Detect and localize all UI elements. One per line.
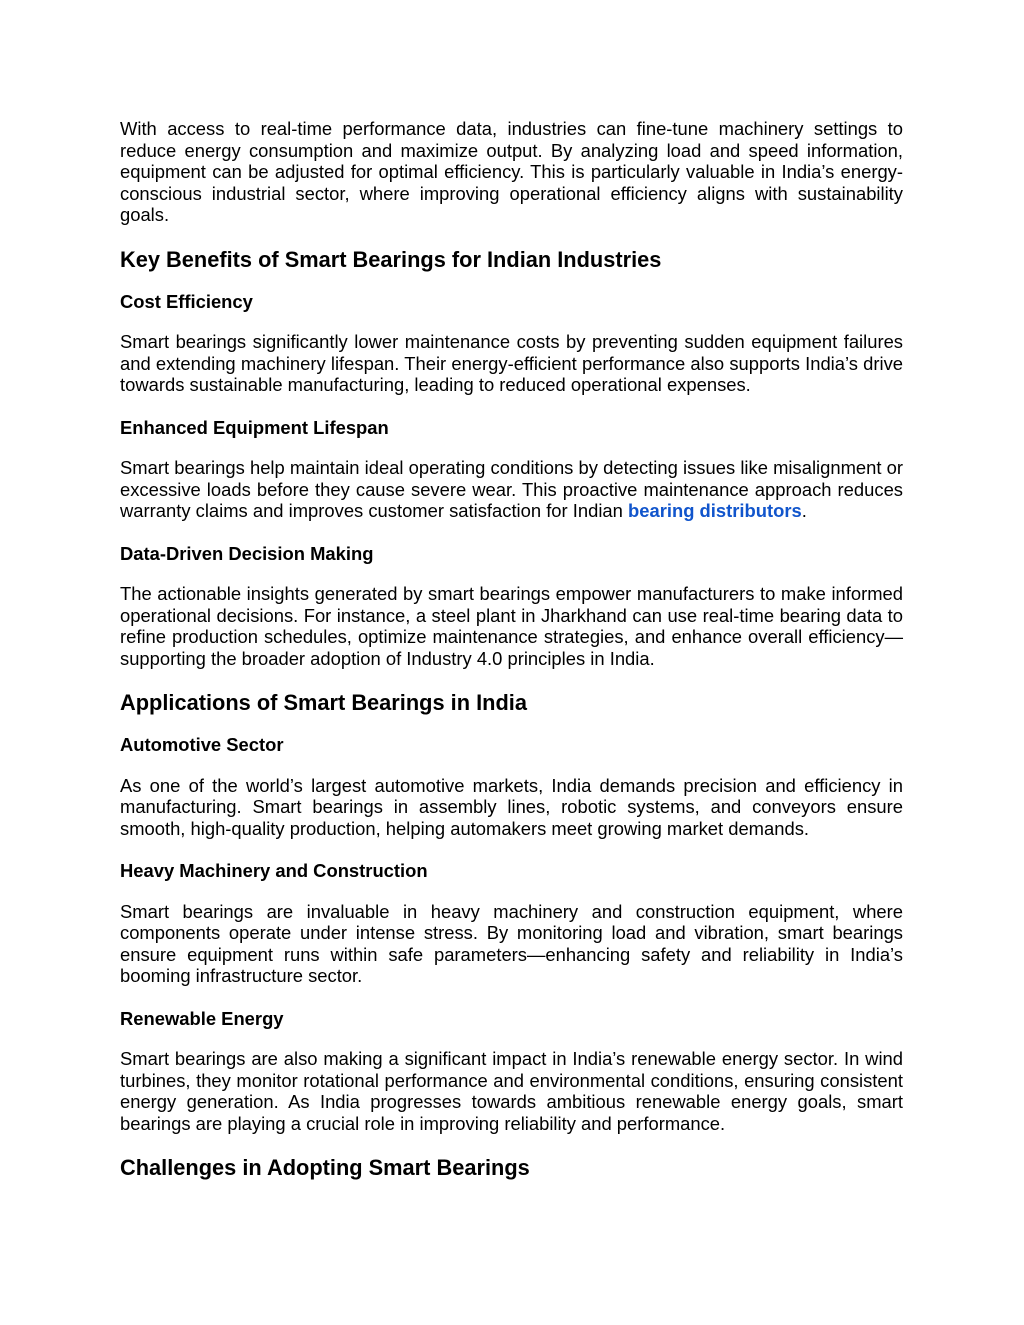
subheading-enhanced-equipment-lifespan: Enhanced Equipment Lifespan (120, 416, 389, 438)
intro-paragraph: With access to real-time performance data, industries can fine-tune machinery settings to reduce energy consumption and maximize output. By analyzing load and speed information, equipment can be adjusted for optimal efficiency. This is particularly valuable in India’s energy-conscious industrial sector, where improving operational efficiency aligns with sustainability goals. (120, 118, 903, 225)
subheading-data-driven-decision-making: Data-Driven Decision Making (120, 542, 374, 564)
data-driven-paragraph: The actionable insights generated by smart bearings empower manufacturers to make informed operational decisions. For instance, a steel plant in Jharkhand can use real-time bearing data to refine production schedules, optimize maintenance strategies, and enhance overall efficiency—supporting the broader adoption of Industry 4.0 principles in India. (120, 583, 903, 669)
subheading-renewable-energy: Renewable Energy (120, 1007, 284, 1029)
heading-key-benefits: Key Benefits of Smart Bearings for Indian Industries (120, 246, 662, 272)
heading-challenges: Challenges in Adopting Smart Bearings (120, 1155, 530, 1180)
heavy-machinery-paragraph: Smart bearings are invaluable in heavy machinery and construction equipment, where components operate under intense stress. By monitoring load and vibration, smart bearings ensure equipment runs within safe parameters—enhancing safety and reliability in India’s booming infrastructure sector. (120, 900, 903, 986)
subheading-heavy-machinery-construction: Heavy Machinery and Construction (120, 860, 428, 881)
cost-efficiency-paragraph: Smart bearings significantly lower maintenance costs by preventing sudden equipment failures and extending machinery lifespan. Their energy-efficient performance also supports India’s drive towards sustainable manufacturing, leading to reduced operational expenses. (120, 331, 903, 395)
automotive-paragraph: As one of the world’s largest automotive markets, India demands precision and efficiency in manufacturing. Smart bearings in assembly lines, robotic systems, and conveyors ensure smooth, high-quality production, helping automakers meet growing market demands. (120, 774, 903, 839)
subheading-automotive-sector: Automotive Sector (120, 734, 284, 755)
enhanced-lifespan-paragraph (120, 457, 903, 522)
lifespan-text-before-link: Smart bearings help maintain ideal operating conditions by detecting issues like misalignment or excessive loads before they cause severe wear. This proactive maintenance approach reduces warranty claims and improves customer satisfaction for Indian (120, 457, 903, 521)
renewable-energy-paragraph: Smart bearings are also making a significant impact in India’s renewable energy sector. In wind turbines, they monitor rotational performance and environmental conditions, ensuring consistent energy generation. As India progresses towards ambitious renewable energy goals, smart bearings are playing a crucial role in improving reliability and performance. (120, 1048, 903, 1134)
bearing-distributors-link[interactable]: bearing distributors (628, 500, 802, 521)
lifespan-text-after-link: . (801, 500, 807, 521)
heading-applications: Applications of Smart Bearings in India (120, 690, 527, 715)
subheading-cost-efficiency: Cost Efficiency (120, 290, 253, 312)
